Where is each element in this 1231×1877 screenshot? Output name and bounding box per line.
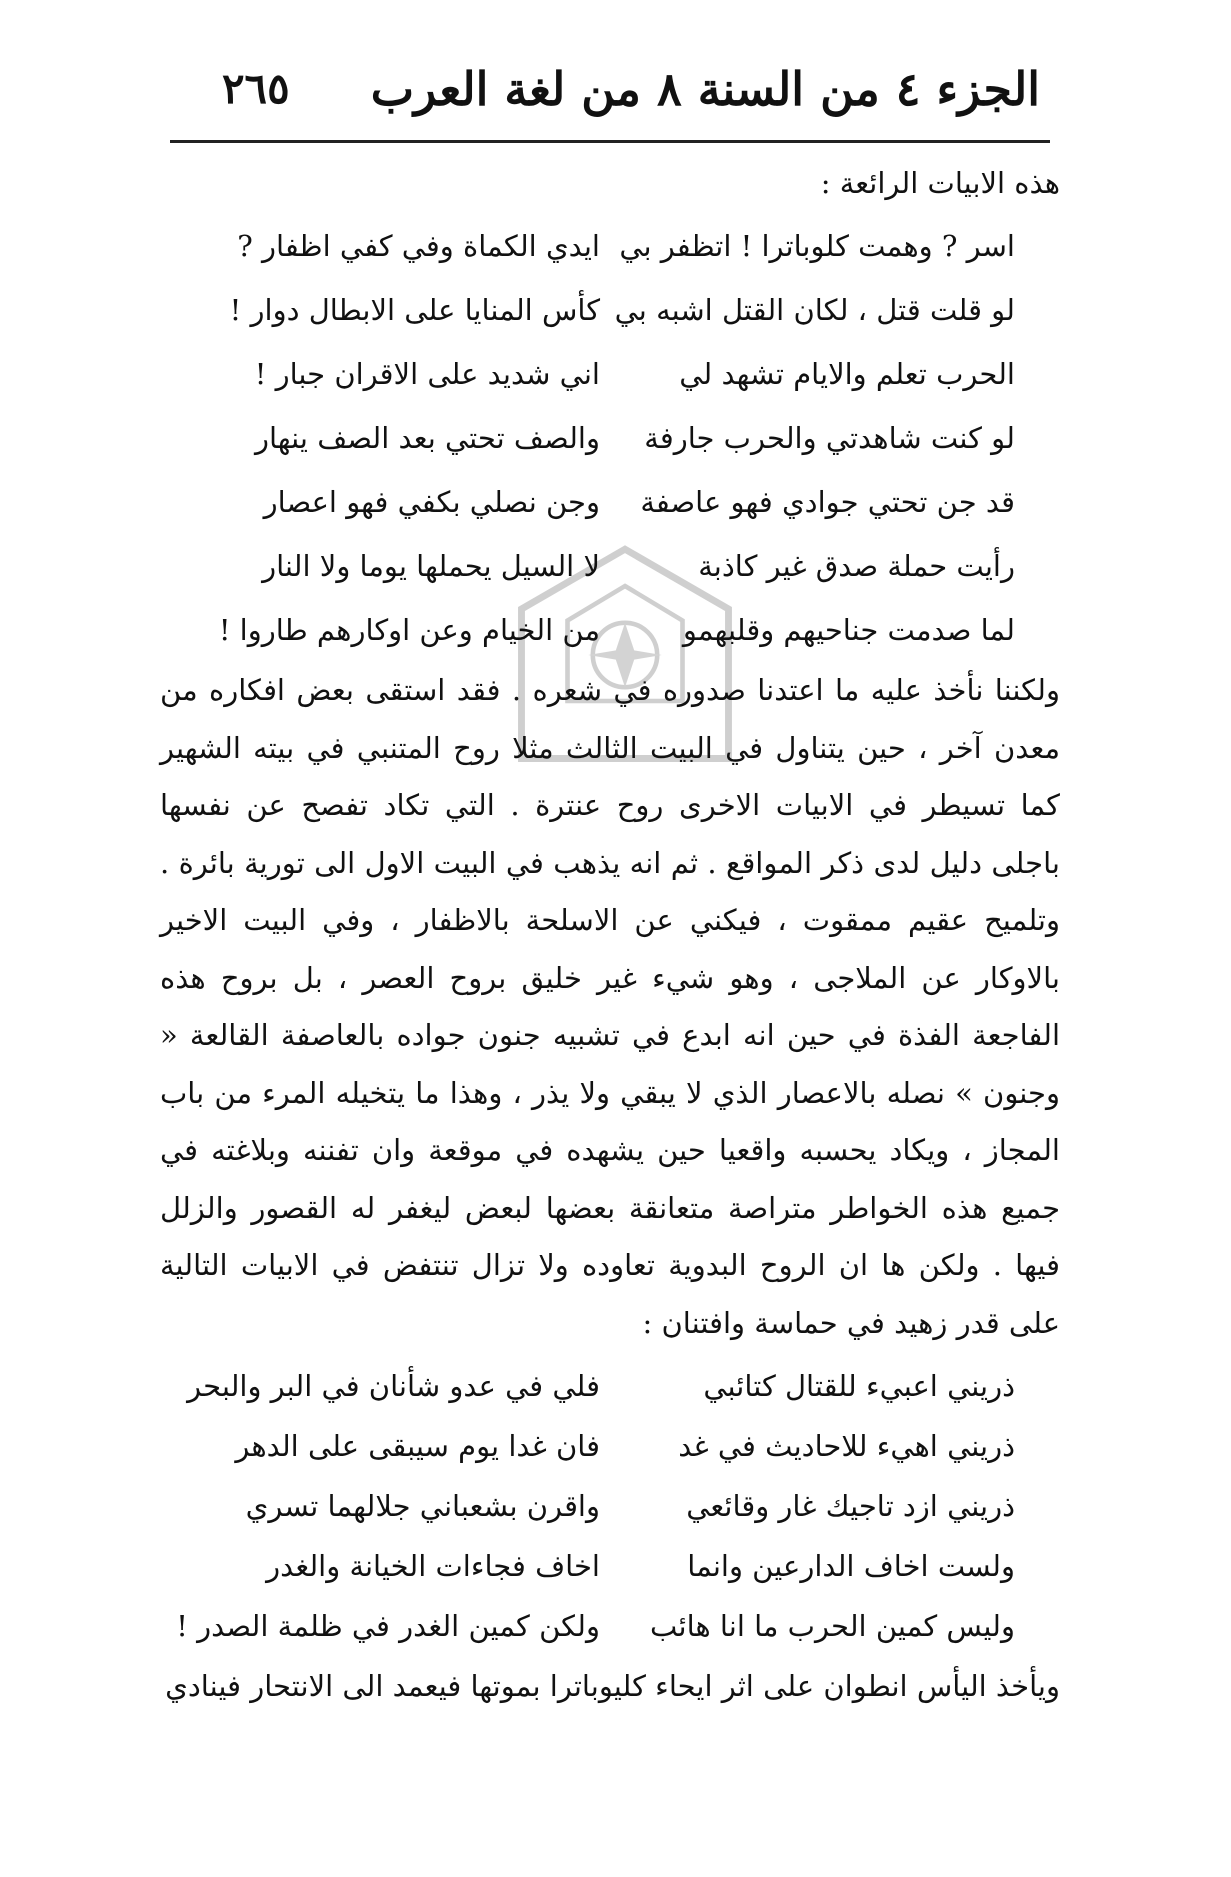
header-rule: [170, 140, 1050, 143]
verse-second-hemistich: من الخيام وعن اوكارهم طاروا !: [218, 613, 600, 647]
verse-second-hemistich: فلي في عدو شأنان في البر والبحر: [187, 1369, 600, 1403]
verse: [160, 406, 1060, 470]
verse: [160, 1356, 1060, 1416]
verse: [160, 214, 1060, 278]
verse: [160, 1416, 1060, 1476]
closing-line: ويأخذ اليأس انطوان على اثر ايحاء كليوباترا بموتها فيعمد الى الانتحار فينادي: [165, 1669, 1060, 1703]
verse-first-hemistich: وليس كمين الحرب ما انا هائب: [650, 1609, 1015, 1643]
verse-second-hemistich: ايدي الكماة وفي كفي اظفار ?: [237, 229, 600, 263]
verse-first-hemistich: قد جن تحتي جوادي فهو عاصفة: [640, 485, 1015, 519]
verse-second-hemistich: اخاف فجاءات الخيانة والغدر: [266, 1549, 600, 1583]
page-body: [160, 158, 1060, 1716]
verse-second-hemistich: فان غدا يوم سيبقى على الدهر: [235, 1429, 600, 1463]
verse-first-hemistich: الحرب تعلم والايام تشهد لي: [679, 357, 1015, 391]
verse-second-hemistich: لا السيل يحملها يوما ولا النار: [262, 549, 600, 583]
page-number: ٢٦٥: [222, 64, 290, 113]
verse-second-hemistich: ولكن كمين الغدر في ظلمة الصدر !: [176, 1609, 600, 1643]
page-header: [200, 62, 1040, 132]
verse: [160, 278, 1060, 342]
verse-first-hemistich: ذريني اعبيء للقتال كتائبي: [703, 1369, 1015, 1403]
verse-first-hemistich: ذريني اهيء للاحاديث في غد: [678, 1429, 1015, 1463]
verse: [160, 1476, 1060, 1536]
verse-second-hemistich: والصف تحتي بعد الصف ينهار: [254, 421, 600, 455]
verse: [160, 534, 1060, 598]
body-paragraph: ولكننا نأخذ عليه ما اعتدنا صدوره في شعره . فقد استقى بعض افكاره من معدن آخر ، حين يتناول في البيت الثالث مثلا روح المتنبي في بيته الشهير كما تسيطر في الابيات الاخرى روح عنترة . التي تكاد تفصح عن نفسها باجلى دليل لدى ذكر المواقع . ثم انه يذهب في البيت الاول الى تورية بائرة . وتلميح عقيم ممقوت ، فيكني عن الاسلحة بالاظفار ، وفي البيت الاخير بالاوكار عن الملاجى ، وهو شيء غير خليق بروح العصر ، بل بروح هذه الفاجعة الفذة في حين انه ابدع في تشبيه جنون جواده بالعاصفة القالعة « وجنون » نصله بالاعصار الذي لا يبقي ولا يذر ، وهذا ما يتخيله المرء من باب المجاز ، ويكاد يحسبه واقعيا حين يشهده في موقعة وان تفننه وبلاغته في جميع هذه الخواطر متراصة متعانقة بعضها لبعض ليغفر له القصور والزلل فيها . ولكن ها ان الروح البدوية تعاوده ولا تزال تنتفض في الابيات التالية على قدر زهيد في حماسة وافتنان :: [160, 673, 1060, 1340]
verse: [160, 342, 1060, 406]
verse-first-hemistich: لو قلت قتل ، لكان القتل اشبه بي: [614, 293, 1015, 327]
verse: [160, 470, 1060, 534]
running-title: الجزء ٤ من السنة ٨ من لغة العرب: [370, 62, 1040, 116]
verse-second-hemistich: واقرن بشعباني جلالهما تسري: [245, 1489, 600, 1523]
verse-first-hemistich: ذريني ازد تاجيك غار وقائعي: [686, 1489, 1015, 1523]
verse-second-hemistich: كأس المنايا على الابطال دوار !: [229, 293, 600, 327]
verse-second-hemistich: اني شديد على الاقران جبار !: [254, 357, 600, 391]
verse-first-hemistich: لو كنت شاهدتي والحرب جارفة: [644, 421, 1015, 455]
verse: [160, 598, 1060, 662]
verse-first-hemistich: ولست اخاف الدارعين وانما: [687, 1549, 1015, 1583]
poem-first: [160, 214, 1060, 662]
verse-first-hemistich: لما صدمت جناحيهم وقلبهمو: [682, 613, 1015, 647]
verse: [160, 1536, 1060, 1596]
verse: [160, 1596, 1060, 1656]
intro-line: هذه الابيات الرائعة :: [820, 166, 1060, 200]
verse-first-hemistich: رأيت حملة صدق غير كاذبة: [698, 549, 1015, 583]
verse-second-hemistich: وجن نصلي بكفي فهو اعصار: [263, 485, 600, 519]
poem-second: [160, 1356, 1060, 1656]
verse-first-hemistich: اسر ? وهمت كلوباترا ! اتظفر بي: [619, 229, 1015, 263]
